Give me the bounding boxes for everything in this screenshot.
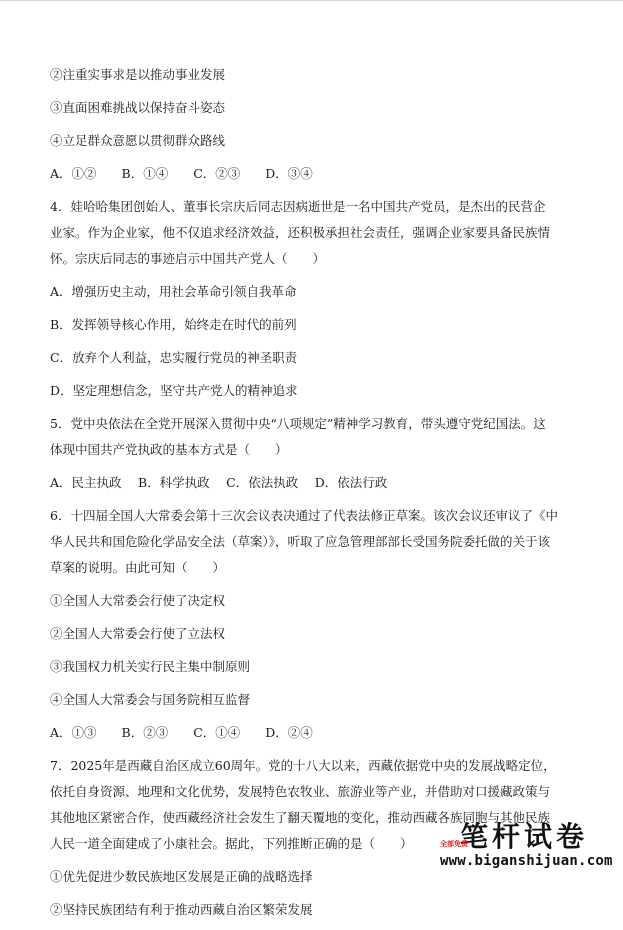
q4-stem-line-2: 业家。作为企业家，他不仅追求经济效益，还积极承担社会责任，强调企业家要具备民族情 [50,225,551,240]
q7-stem-line-4: 人民一道全面建成了小康社会。据此，下列推断正确的是（ ） [50,836,413,851]
q6-options: A．①③ B．②③ C．①④ D．②④ [50,725,313,740]
q4-stem [50,194,580,272]
q7-stem-line-2: 依托自身资源、地理和文化优势，发展特色农牧业、旅游业等产业，并借助对口援藏政策与 [50,784,551,799]
q5-options: A．民主执政 B．科学执政 C．依法执政 D．依法行政 [50,475,388,490]
watermark-logo [440,815,620,875]
watermark-url: www.biganshijuan.com [440,853,613,869]
q4-option-d: D．坚定理想信念，坚守共产党人的精神追求 [50,383,298,398]
q7-stem-line-1: 7．2025年是西藏自治区成立60周年。党的十八大以来，西藏依据党中央的发展战略定位， [50,758,556,773]
statement-3: ③直面困难挑战以保持奋斗姿态 [50,100,226,115]
q6-stem-line-2: 华人民共和国危险化学品安全法（草案）》，听取了应急管理部部长受国务院委托做的关于该 [50,534,551,549]
q7-stem-line-3: 其他地区紧密合作，使西藏经济社会发生了翻天覆地的变化，推动西藏各族同胞与其他民族 [50,810,551,825]
q6-statement-4: ④全国人大常委会与国务院相互监督 [50,692,251,707]
q4-option-c: C．放弃个人利益，忠实履行党员的神圣职责 [50,350,298,365]
q4-option-a: A．增强历史主动，用社会革命引领自我革命 [50,284,297,299]
q7-statement-2: ②坚持民族团结有利于推动西藏自治区繁荣发展 [50,902,313,917]
exam-content [50,62,580,930]
q4-stem-line-3: 怀。宗庆后同志的事迹启示中国共产党人（ ） [50,251,326,266]
q6-stem [50,503,580,581]
statement-2: ②注重实事求是以推动事业发展 [50,67,226,82]
statement-4: ④立足群众意愿以贯彻群众路线 [50,133,226,148]
q5-stem [50,411,580,463]
watermark-title: 笔杆试卷 [460,820,589,853]
q3-options: A．①② B．①④ C．②③ D．③④ [50,166,313,181]
q6-statement-3: ③我国权力机关实行民主集中制原则 [50,659,251,674]
q7-statement-1: ①优先促进少数民族地区发展是正确的战略选择 [50,869,313,884]
q6-stem-line-1: 6．十四届全国人大常委会第十三次会议表决通过了代表法修正草案。该次会议还审议了《中 [50,508,558,523]
q6-statement-2: ②全国人大常委会行使了立法权 [50,626,226,641]
q4-option-b: B．发挥领导核心作用，始终走在时代的前列 [50,317,297,332]
q5-stem-line-2: 体现中国共产党执政的基本方式是（ ） [50,442,288,457]
q4-stem-line-1: 4．娃哈哈集团创始人、董事长宗庆后同志因病逝世是一名中国共产党员，是杰出的民营企 [50,199,546,214]
q6-statement-1: ①全国人大常委会行使了决定权 [50,593,226,608]
q6-stem-line-3: 草案的说明。由此可知（ ） [50,560,226,575]
top-rule [0,0,623,1]
q5-stem-line-1: 5．党中央依法在全党开展深入贯彻中央“八项规定”精神学习教育，带头遵守党纪国法。这 [50,416,546,431]
watermark-tag: 全部免费 [440,840,468,848]
